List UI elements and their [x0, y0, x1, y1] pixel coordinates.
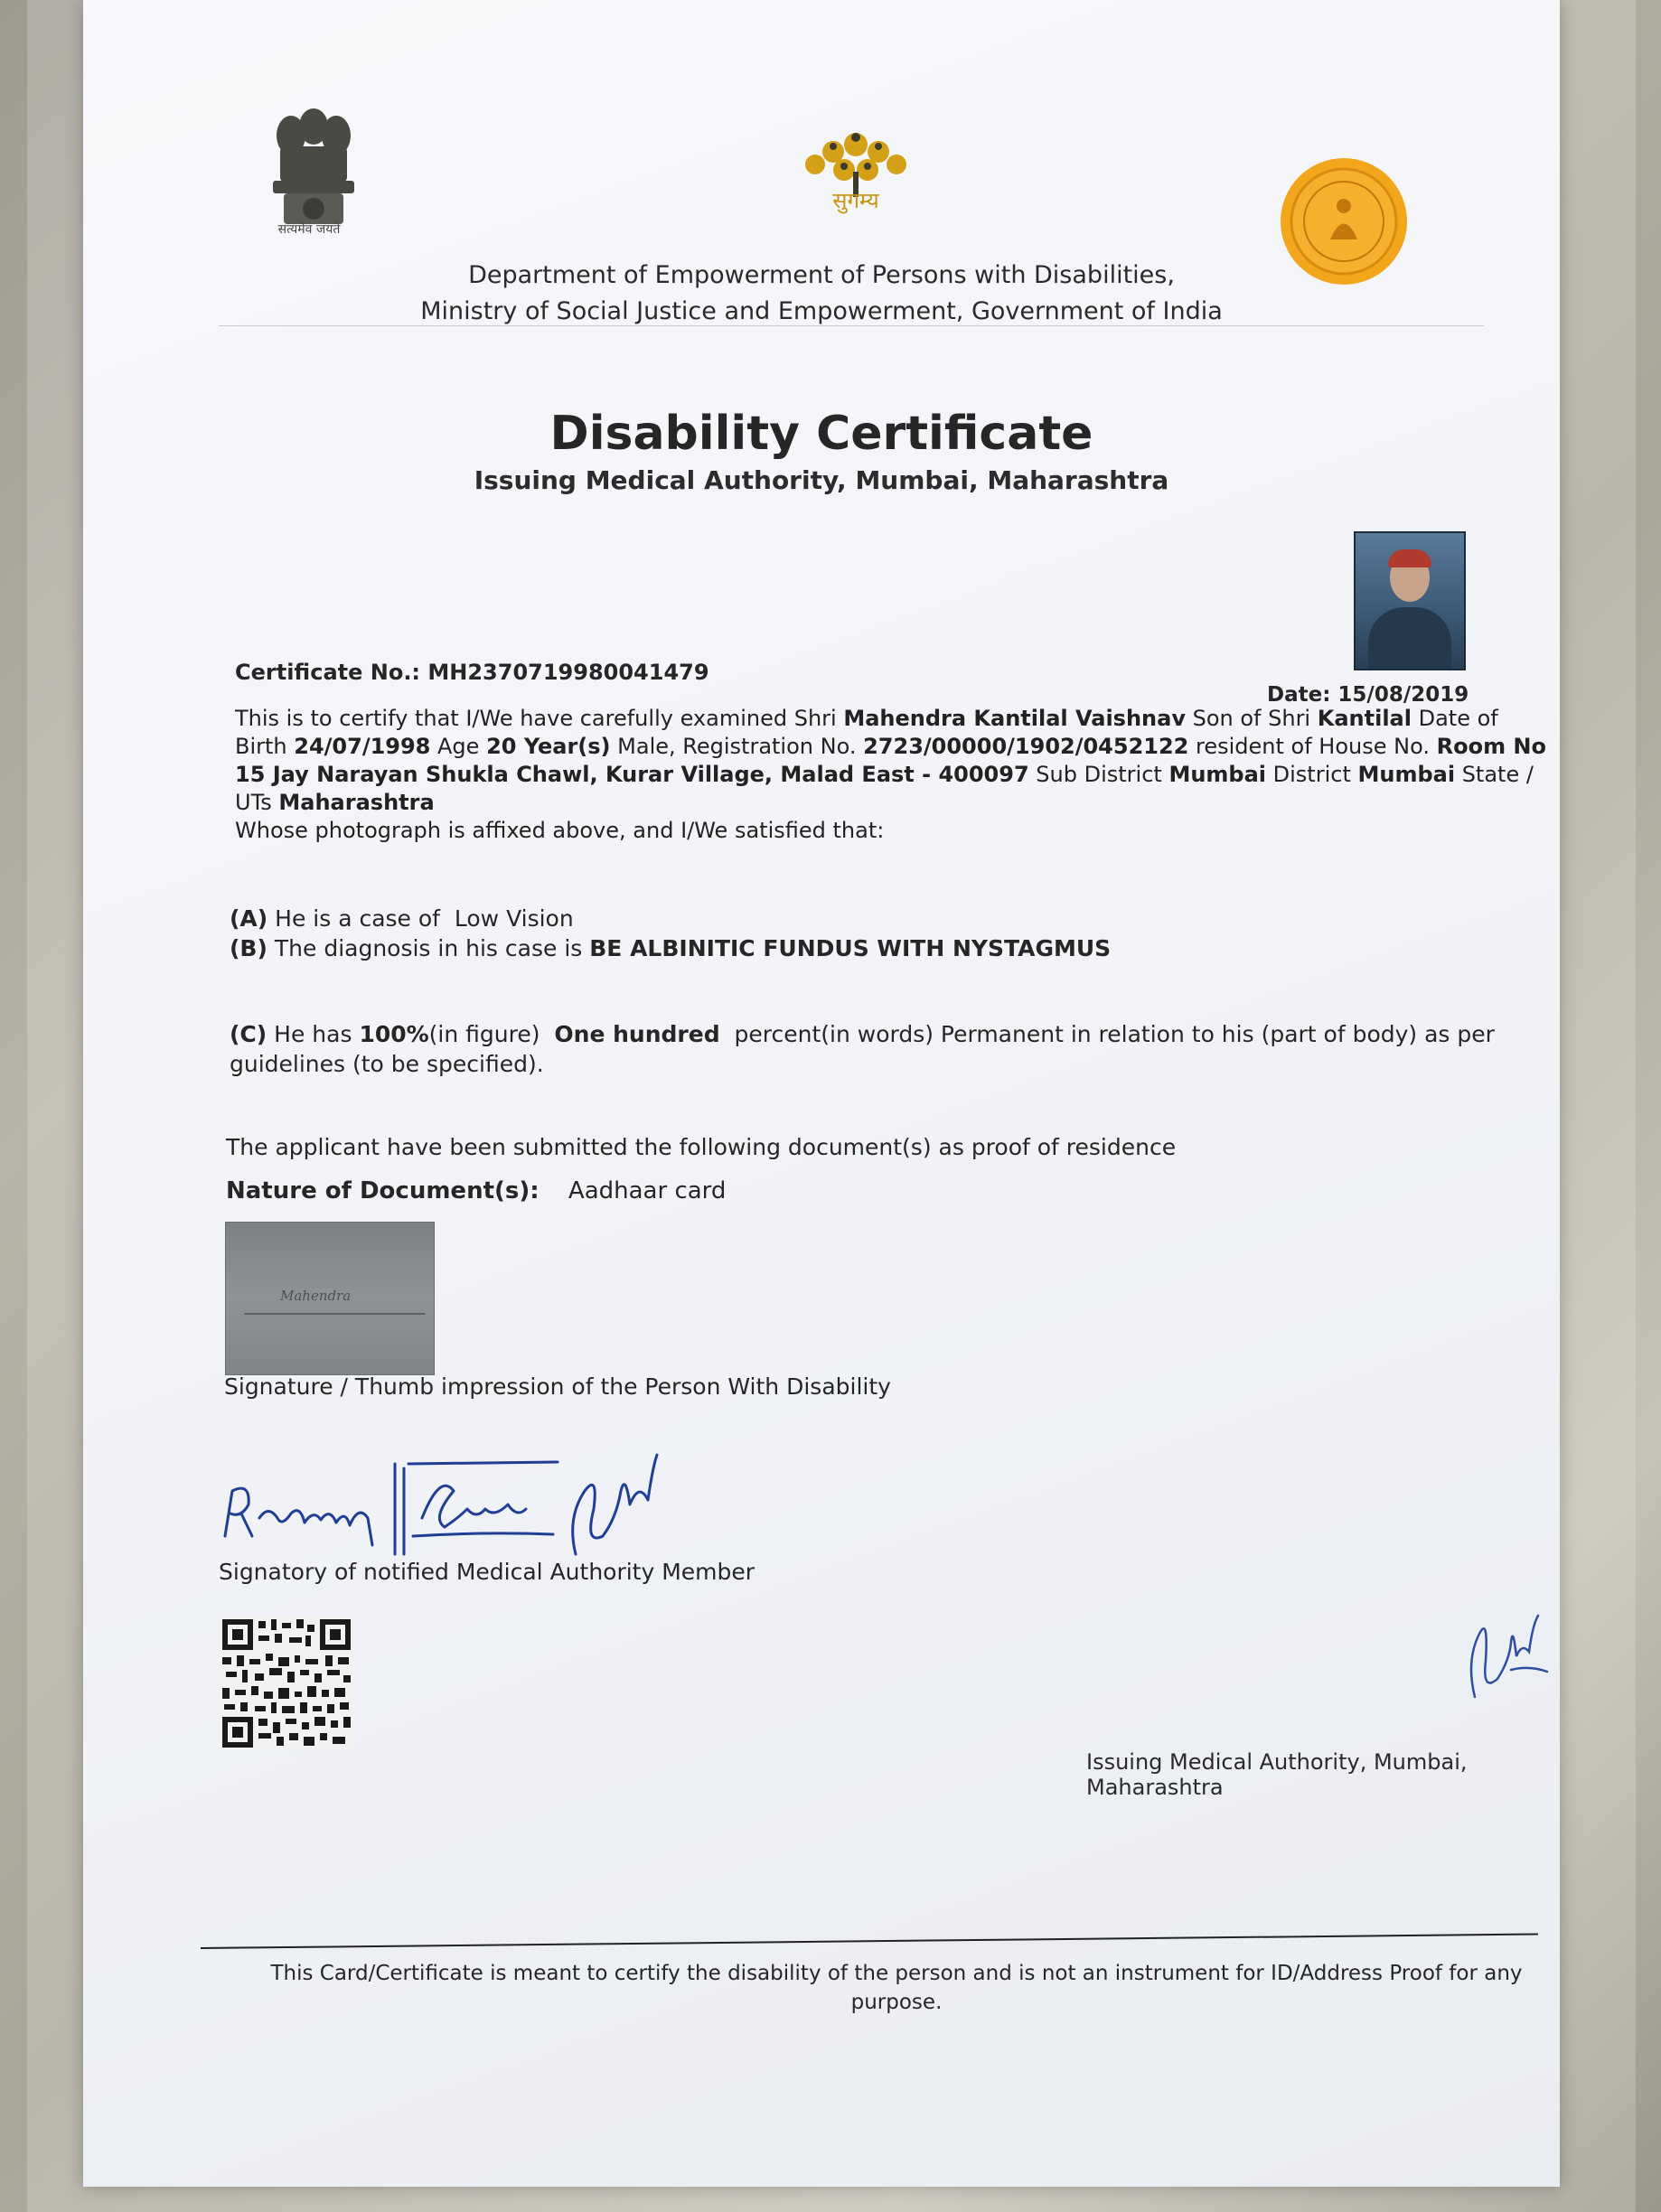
photograph-statement: Whose photograph is affixed above, and I/We satisfied that:: [235, 818, 885, 843]
case-c-label: (C): [230, 1021, 267, 1047]
date-label: Date:: [1267, 683, 1331, 707]
residence-proof-statement: The applicant have been submitted the following document(s) as proof of residence: [226, 1134, 1177, 1160]
body-text: resident of House No.: [1188, 734, 1437, 759]
emblem-caption: सत्यमेव जयते: [277, 222, 341, 237]
applicant-photo: [1354, 531, 1466, 670]
certificate-number: [235, 660, 709, 685]
sub-district: Mumbai: [1168, 762, 1267, 787]
body-text: Sub District: [1028, 762, 1169, 787]
footer-divider: [201, 1934, 1538, 1949]
certificate-number-value: MH2370719980041479: [427, 660, 709, 685]
case-c-text: (in figure): [428, 1021, 540, 1047]
body-text: Son of Shri: [1185, 706, 1318, 731]
header-divider: [219, 325, 1484, 326]
date-value: 15/08/2019: [1337, 683, 1469, 707]
body-text: District: [1266, 762, 1358, 787]
body-text: This is to certify that I/We have carefully examined Shri: [235, 706, 844, 731]
body-text: Male, Registration No.: [610, 734, 864, 759]
address: Room No 15 Jay Narayan Shukla Chawl, Kurar Village, Malad East - 400097: [235, 734, 1547, 787]
body-text: State / UTs: [235, 762, 1534, 815]
svg-text:सुगम्य: सुगम्य: [832, 188, 879, 213]
footer-line-1: This Card/Certificate is meant to certify the disability of the person and is not an instrument for ID/Address Proof for any: [270, 1962, 1523, 1985]
nature-of-document-label: Nature of Document(s):: [226, 1177, 540, 1204]
page-title: Disability Certificate: [549, 407, 1093, 461]
case-b-label: (B): [230, 935, 267, 961]
department-line-1: Department of Empowerment of Persons with Disabilities,: [468, 261, 1175, 289]
case-c-text: percent(in words) Permanent in relation to his (part of body) as per guidelines (to be specified).: [230, 1021, 1495, 1077]
case-c: [230, 1019, 1549, 1079]
case-a: [230, 904, 1111, 933]
disability-percent: 100%: [359, 1021, 429, 1047]
registration-number: 2723/00000/1902/0452122: [863, 734, 1189, 759]
body-text: Age: [430, 734, 487, 759]
authority-signatures: [214, 1419, 720, 1563]
nature-of-document: [226, 1177, 726, 1204]
disability-type: Low Vision: [454, 905, 574, 932]
disability-cases: [230, 904, 1111, 963]
department-line-2: Ministry of Social Justice and Empowerment, Government of India: [420, 297, 1223, 325]
body-text: Date of Birth: [235, 706, 1498, 759]
page-subtitle: Issuing Medical Authority, Mumbai, Maharashtra: [474, 465, 1169, 495]
age: 20 Year(s): [486, 734, 611, 759]
thumb-impression-image: [225, 1222, 435, 1375]
issuing-authority-signature: [1457, 1607, 1556, 1706]
certification-paragraph: [235, 705, 1554, 845]
certificate-number-label: Certificate No.:: [235, 660, 421, 685]
certificate-date: [1267, 683, 1469, 707]
case-b: [230, 933, 1111, 963]
thumb-baseline: [244, 1313, 425, 1315]
certificate-paper: [83, 0, 1560, 2187]
date-of-birth: 24/07/1998: [294, 734, 431, 759]
issuing-authority-label: Issuing Medical Authority, Mumbai, Maharashtra: [1086, 1749, 1468, 1800]
diagnosis: BE ALBINITIC FUNDUS WITH NYSTAGMUS: [589, 935, 1112, 961]
district: Mumbai: [1357, 762, 1456, 787]
case-c-text: He has: [274, 1021, 352, 1047]
nature-of-document-value: Aadhaar card: [568, 1177, 727, 1204]
state: Maharashtra: [278, 790, 435, 815]
sugamya-bharat-logo-icon: [788, 117, 924, 235]
signatory-label: Signatory of notified Medical Authority Member: [219, 1559, 755, 1585]
disability-percent-words: One hundred: [554, 1021, 720, 1047]
department-header: [83, 258, 1560, 330]
thumb-impression-label: Signature / Thumb impression of the Person With Disability: [224, 1373, 891, 1400]
thumb-signature-text: Mahendra: [280, 1288, 352, 1304]
case-b-text: The diagnosis in his case is: [274, 935, 583, 961]
footer-line-2: purpose.: [850, 1991, 943, 2014]
footer-disclaimer: [246, 1959, 1547, 2017]
case-a-label: (A): [230, 905, 268, 932]
applicant-name: Mahendra Kantilal Vaishnav: [843, 706, 1186, 731]
case-a-text: He is a case of: [275, 905, 440, 932]
father-name: Kantilal: [1317, 706, 1412, 731]
qr-code[interactable]: [219, 1616, 354, 1751]
